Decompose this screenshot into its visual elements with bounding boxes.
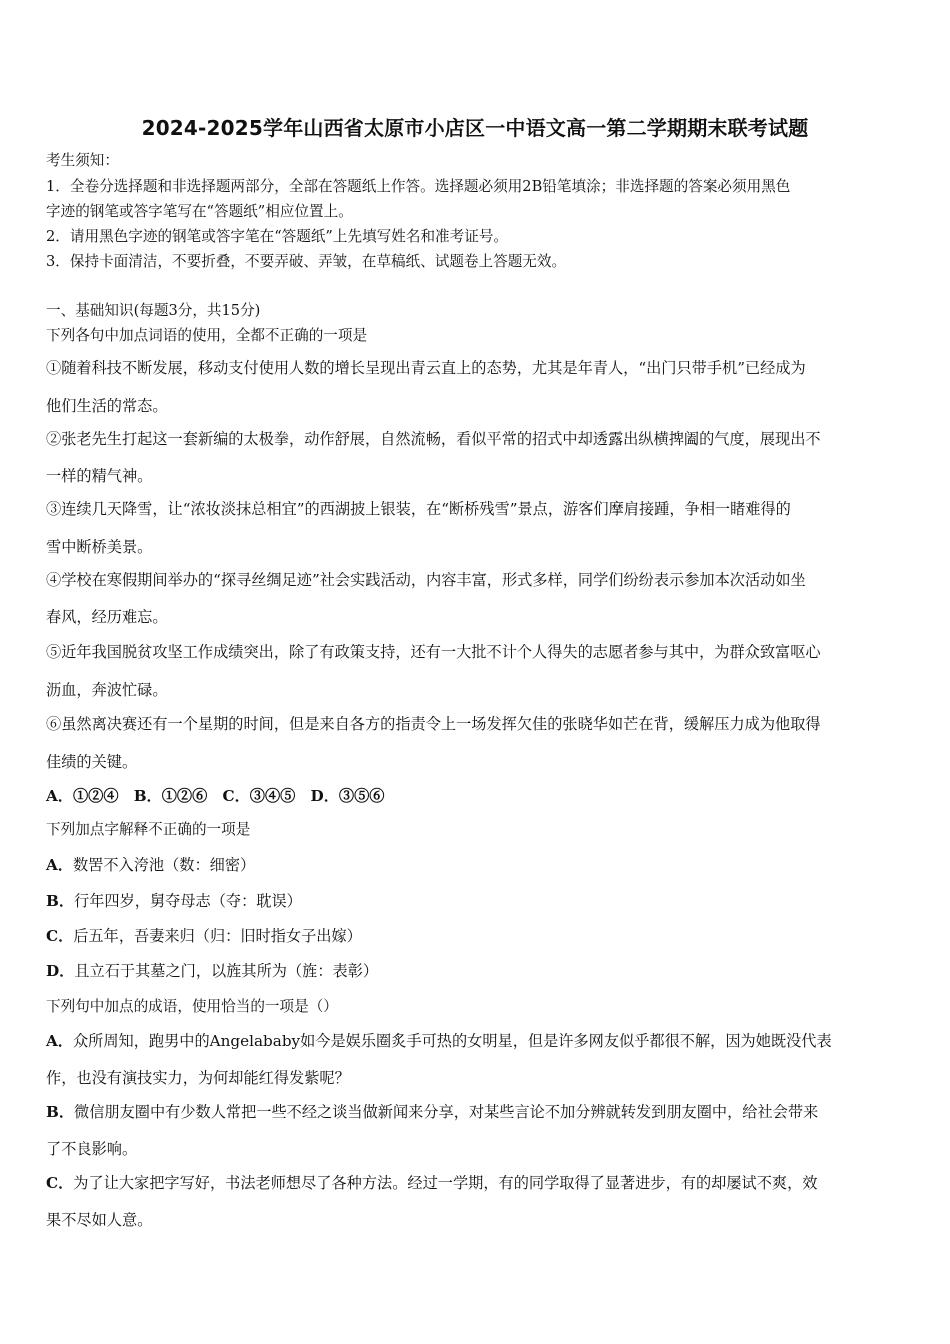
q3-option-c-cont: 果不尽如人意。 xyxy=(46,1211,153,1229)
q1-line: ⑤近年我国脱贫攻坚工作成绩突出，除了有政策支持，还有一大批不计个人得失的志愿者参与其中，为群众致富呕心 xyxy=(46,643,821,661)
q1-line: ④学校在寒假期间举办的“探寻丝绸足迹”社会实践活动，内容丰富，形式多样，同学们纷纷表示参加本次活动如坐 xyxy=(46,571,806,589)
q1-line: 他们生活的常态。 xyxy=(46,397,168,415)
q1-line: 雪中断桥美景。 xyxy=(46,538,153,556)
option-label: B． xyxy=(46,1103,75,1121)
option-label: D． xyxy=(46,962,75,980)
option-text: 后五年，吾妻来归（归：旧时指女子出嫁） xyxy=(73,927,362,945)
q1-line: 一样的精气神。 xyxy=(46,467,153,485)
q1-stem: 下列各句中加点词语的使用，全都不正确的一项是 xyxy=(46,327,368,344)
option-text: 为了让大家把字写好，书法老师想尽了各种方法。经过一学期，有的同学取得了显著进步，有的却屡试不爽，效 xyxy=(73,1174,818,1192)
q3-stem: 下列句中加点的成语，使用恰当的一项是（） xyxy=(46,998,338,1015)
option-label: A． xyxy=(46,856,73,874)
option-text: 行年四岁，舅夺母志（夺：耽误） xyxy=(74,892,302,910)
option-label: C． xyxy=(46,1174,74,1192)
notice-line-4: 3．保持卡面清洁，不要折叠，不要弄破、弄皱，在草稿纸、试题卷上答题无效。 xyxy=(46,253,567,270)
option-text: 数罟不入洿池（数：细密） xyxy=(72,856,256,874)
q2-option-a xyxy=(46,856,255,876)
notice-line-2: 字迹的钢笔或答字笔写在“答题纸”相应位置上。 xyxy=(46,203,353,220)
q1-line: 沥血，奔波忙碌。 xyxy=(46,681,168,699)
q1-line: ②张老先生打起这一套新编的太极拳，动作舒展，自然流畅，看似平常的招式中却透露出纵横捭阖的气度，展现出不 xyxy=(46,430,821,448)
q1-line: ①随着科技不断发展，移动支付使用人数的增长呈现出青云直上的态势，尤其是年青人，“出门只带手机”已经成为 xyxy=(46,359,806,377)
q1-line: 春风，经历难忘。 xyxy=(46,608,168,626)
section-heading: 一、基础知识(每题3分，共15分) xyxy=(46,302,261,319)
q2-option-c xyxy=(46,927,362,947)
exam-title: 2024-2025学年山西省太原市小店区一中语文高一第二学期期末联考试题 xyxy=(141,116,809,140)
q1-options: A．①②④ B．①②⑥ C．③④⑤ D．③⑤⑥ xyxy=(46,787,385,805)
q3-option-a xyxy=(46,1032,832,1052)
q2-stem: 下列加点字解释不正确的一项是 xyxy=(46,821,251,838)
option-label: C． xyxy=(46,927,74,945)
q2-option-d xyxy=(46,962,378,982)
option-label: A． xyxy=(46,1032,73,1050)
q1-line: 佳绩的关键。 xyxy=(46,753,138,771)
q3-option-b xyxy=(46,1103,818,1123)
option-label: B． xyxy=(46,892,75,910)
q3-option-c xyxy=(46,1174,817,1194)
notice-line-1: 1．全卷分选择题和非选择题两部分，全部在答题纸上作答。选择题必须用2B铅笔填涂；非选择题的答案必须用黑色 xyxy=(46,178,791,195)
option-text: 众所周知，跑男中的Angelababy如今是娱乐圈炙手可热的女明星，但是许多网友似乎都很不解，因为她既没代表 xyxy=(72,1032,832,1050)
q1-line: ⑥虽然离决赛还有一个星期的时间，但是来自各方的指责令上一场发挥欠佳的张晓华如芒在背，缓解压力成为他取得 xyxy=(46,715,821,733)
q2-option-b xyxy=(46,892,302,912)
option-text: 且立石于其墓之门，以旌其所为（旌：表彰） xyxy=(74,962,379,980)
q1-line: ③连续几天降雪，让“浓妆淡抹总相宜”的西湖披上银装，在“断桥残雪”景点，游客们摩肩接踵，争相一睹难得的 xyxy=(46,500,791,518)
q3-option-b-cont: 了不良影响。 xyxy=(46,1140,138,1158)
notice-heading: 考生须知： xyxy=(46,152,119,169)
option-text: 微信朋友圈中有少数人常把一些不经之谈当做新闻来分享，对某些言论不加分辨就转发到朋友圈中，给社会带来 xyxy=(74,1103,819,1121)
notice-line-3: 2．请用黑色字迹的钢笔或答字笔在“答题纸”上先填写姓名和准考证号。 xyxy=(46,228,509,245)
q3-option-a-cont: 作，也没有演技实力，为何却能红得发紫呢？ xyxy=(46,1069,350,1087)
